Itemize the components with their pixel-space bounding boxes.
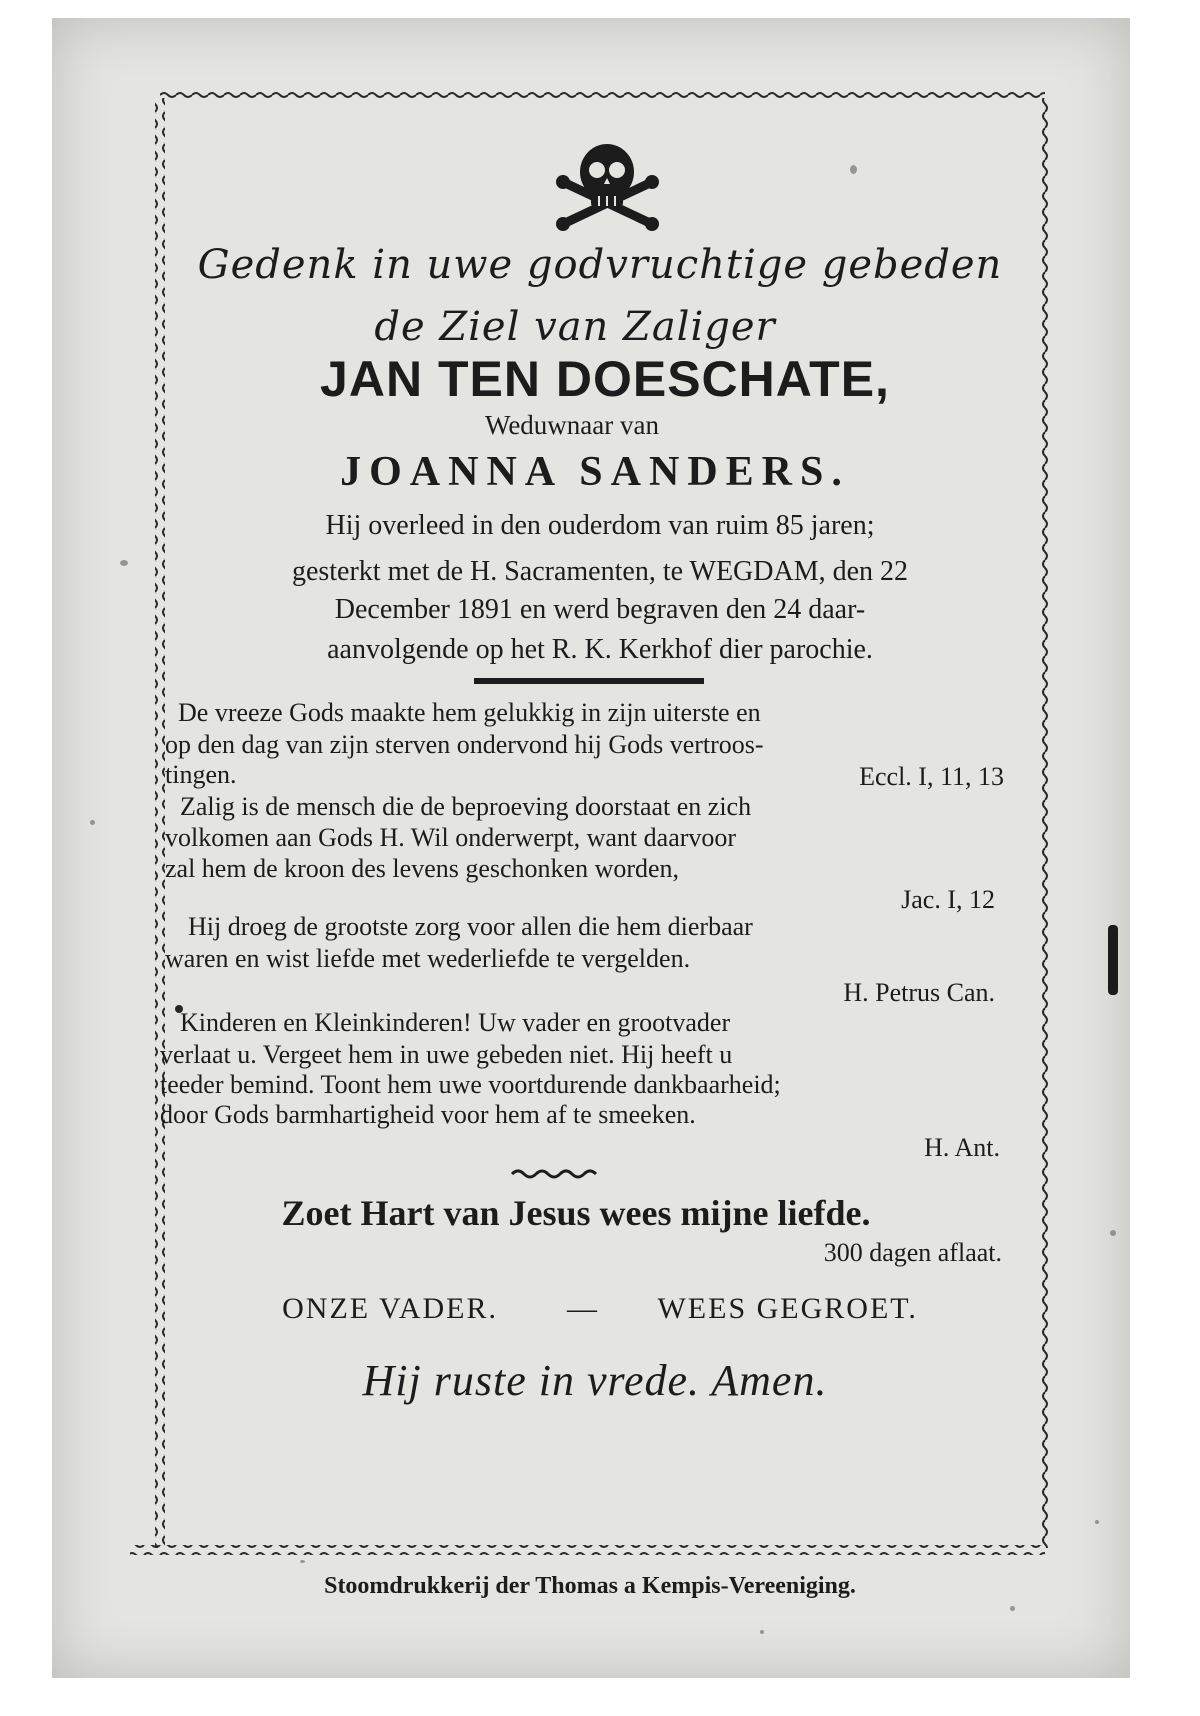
relation-label: Weduwnaar van bbox=[485, 410, 659, 440]
quote-line: Kinderen en Kleinkinderen! Uw vader en grootvader bbox=[180, 1008, 731, 1037]
indulgence-note: 300 dagen aflaat. bbox=[823, 1238, 1002, 1267]
quote-line: op den dag van zijn sterven ondervond hij Gods vertroos- bbox=[165, 730, 764, 759]
quote-line: tingen. bbox=[165, 760, 237, 789]
header-line-1: Gedenk in uwe godvruchtige gebeden bbox=[197, 242, 1003, 288]
prayer-hail-mary: WEES GEGROET. bbox=[657, 1292, 918, 1325]
death-notice-line: gesterkt met de H. Sacramenten, te WEGDAM, den 22 bbox=[291, 556, 909, 587]
skull-crossbones-icon bbox=[555, 140, 660, 235]
quote-source: H. Ant. bbox=[924, 1133, 1000, 1162]
death-notice-line: Hij overleed in den ouderdom van ruim 85 jaren; bbox=[325, 510, 875, 541]
quote-line: Zalig is de mensch die de beproeving doorstaat en zich bbox=[180, 792, 752, 821]
divider-rule bbox=[474, 678, 704, 684]
death-notice-line: December 1891 en werd begraven den 24 daar- bbox=[334, 594, 866, 625]
quote-source: H. Petrus Can. bbox=[843, 978, 995, 1007]
quote-line: Hij droeg de grootste zorg voor allen die hem dierbaar bbox=[188, 912, 753, 941]
quote-source: Jac. I, 12 bbox=[901, 885, 995, 914]
prayers-line bbox=[0, 1292, 1200, 1326]
header-line-2: de Ziel van Zaliger bbox=[374, 304, 776, 350]
quote-line: zal hem de kroon des levens geschonken worden, bbox=[165, 854, 680, 883]
prayer-our-father: ONZE VADER. bbox=[282, 1292, 499, 1325]
motto: Zoet Hart van Jesus wees mijne liefde. bbox=[281, 1193, 871, 1233]
quote-source: Eccl. I, 11, 13 bbox=[859, 762, 1004, 791]
printer-credit: Stoomdrukkerij der Thomas a Kempis-Vereeniging. bbox=[324, 1573, 856, 1599]
quote-line: verlaat u. Vergeet hem in uwe gebeden niet. Hij heeft u bbox=[160, 1040, 733, 1069]
prayer-dash: — bbox=[567, 1292, 600, 1325]
quote-line: door Gods barmhartigheid voor hem af te smeeken. bbox=[160, 1100, 696, 1129]
quote-line: volkomen aan Gods H. Wil onderwerpt, want daarvoor bbox=[165, 823, 737, 852]
deceased-name: JAN TEN DOESCHATE, bbox=[320, 351, 890, 407]
wave-ornament bbox=[510, 1166, 600, 1182]
spouse-name: JOANNA SANDERS. bbox=[340, 449, 850, 495]
quote-line: waren en wist liefde met wederliefde te vergelden. bbox=[165, 944, 691, 973]
death-notice-line: aanvolgende op het R. K. Kerkhof dier parochie. bbox=[327, 634, 873, 665]
quote-line: teeder bemind. Toont hem uwe voortdurende dankbaarheid; bbox=[160, 1070, 781, 1099]
closing-line: Hij ruste in vrede. Amen. bbox=[362, 1356, 828, 1405]
quote-line: De vreeze Gods maakte hem gelukkig in zijn uiterste en bbox=[178, 698, 761, 727]
